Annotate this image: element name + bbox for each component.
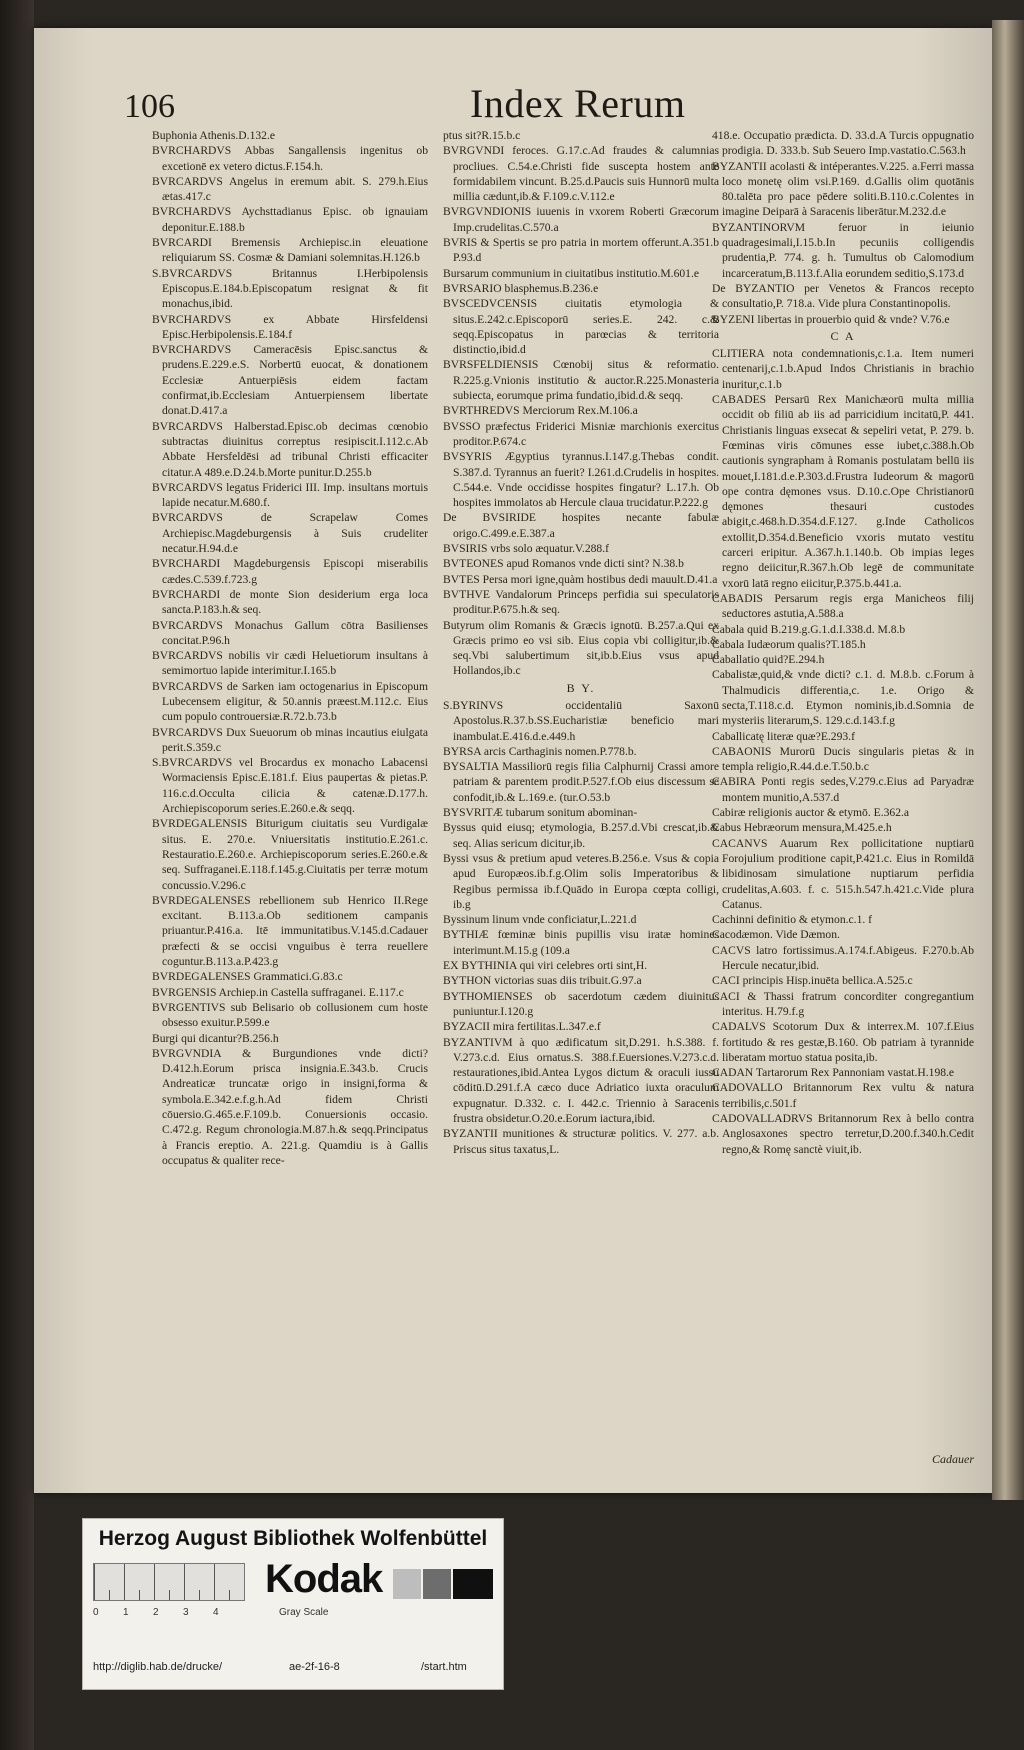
- ruler-numbers: [93, 1607, 253, 1621]
- index-entry: CLITIERA nota condemnationis,c.1.a. Item numeri centenarij,c.1.b.Apud Indos Christianis in brachio inuritur,c.1.b: [712, 347, 974, 391]
- index-entry: Byssus quid eiusq; etymologia, B.257.d.Vbi crescat,ib.& seq. Alias sericum dicitur,ib.: [443, 821, 719, 850]
- index-entry: CADOVALLADRVS Britannorum Rex à bello contra Anglosaxones spectro terretur,D.200.f.340.h.Cedit regno,& Romę sanctè viuit,ib.: [712, 1112, 974, 1156]
- ruler-number: 3: [183, 1607, 189, 1618]
- index-entry: CABIRA Ponti regis sedes,V.279.c.Eius ad Paryadræ montem munitio,A.537.d: [712, 775, 974, 804]
- index-entry: Cabus Hebræorum mensura,M.425.e.h: [712, 821, 892, 835]
- index-entry: Cabala quid B.219.g.G.1.d.I.338.d. M.8.b: [712, 622, 906, 636]
- index-entry: BVRGVNDI feroces. G.17.c.Ad fraudes & calumnias procliues. C.54.e.Christi fide suscepta hostem ante formidabilem vincunt. B.25.d.Paucis suis Hunnorū multa millia cædunt,ib.& F.109.c.V.112.e: [443, 144, 719, 204]
- index-entry: BYTHIÆ fœminæ binis pupillis visu iratæ homines interimunt.M.15.g (109.a: [443, 928, 719, 957]
- index-entry: BVRGENTIVS sub Belisario ob collusionem cum hoste obsesso exuitur.P.599.e: [152, 1000, 428, 1030]
- index-entry: Byssi vsus & pretium apud veteres.B.256.e. Vsus & copia apud Europæos.ib.f.g.Olim solis Imperatoribus & Regibus permissa ib.f.Quādo in Europa cœpta colligi, ib.g: [443, 851, 719, 911]
- index-entry: BYZACII mira fertilitas.L.347.e.f: [443, 1020, 601, 1034]
- index-entry: BVRGVNDIA & Burgundiones vnde dicti? D.412.h.Eorum prisca insignia.E.343.b. Crucis Andreaticæ truncatæ origo in insigni,forma & symbola.E.342.e.f.g.h.Ad fidem Christi cōuersio.G.465.e.F.109.b. Conuersionis occasio. C.472.g. Regum chronologia.M.87.h.& seqq.Principatus à Francis ereptio. A. 221.g. Quamdiu is à Gallis occupatus & qualiter rece-: [152, 1046, 428, 1167]
- index-entry: CACI & Thassi fratrum concorditer congregantium interitus. H.79.f.g: [712, 989, 974, 1018]
- index-entry: CABAONIS Murorū Ducis singularis pietas & in templa religio,R.44.d.e.T.50.b.c: [712, 744, 974, 774]
- gray-scale-patch: [453, 1569, 493, 1599]
- library-url: http://diglib.hab.de/drucke/: [93, 1661, 223, 1673]
- index-entry: Cabalistæ,quid,& vnde dicti? c.1. d. M.8.b. c.Forum à Thalmudicis differentia,c. 1.e. Origo & secta,T.118.c.d. Etymon nominis,ib.d.Somnia de mysteriis literarum,S. 129.c.d.143.f.g: [712, 668, 974, 728]
- index-entry: Bursarum communium in ciuitatibus institutio.M.601.e: [443, 266, 700, 280]
- index-entry: Cabiræ religionis auctor & etymō. E.362.a: [712, 806, 910, 820]
- index-entry: BVSSO præfectus Friderici Misniæ marchionis exercitus proditor.P.674.c: [443, 419, 719, 448]
- index-entry: BVTES Persa mori igne,quàm hostibus dedi mauult.D.41.a: [443, 572, 718, 586]
- index-entry: BVRCARDVS Halberstad.Episc.ob decimas cœnobio subtractas diuinitus correptus resipiscit.I.112.c.Ab Abbate Hersfeldēsi ad tribunal Christi efficaciter citatur.A 489.e.D.24.b.Morte punitur.D.255.b: [152, 419, 428, 479]
- index-entry: CACANVS Auarum Rex pollicitatione nuptiarū Forojulium proditione capit,P.421.c. Eius in Romildā libidinosam simulatione nuptiarum perfidia crudelitas,A.603. f. c. 515.h.547.h.421.c.Vide plura Catanus.: [712, 836, 974, 911]
- index-entry: Caballatio quid?E.294.h: [712, 653, 825, 667]
- index-entry: De BYZANTIO per Venetos & Francos recepto consultatio,P. 718.a. Vide plura Constantinopolis.: [712, 281, 974, 311]
- library-name: Herzog August Bibliothek Wolfenbüttel: [98, 1527, 488, 1550]
- index-entry: BVTEONES apud Romanos vnde dicti sint? N.38.b: [443, 557, 684, 571]
- index-entry: CADOVALLO Britannorum Rex vultu & natura terribilis,c.501.f: [712, 1081, 974, 1110]
- index-entry: Cacodæmon. Vide Dæmon.: [712, 928, 840, 942]
- index-entry: BVRCARDVS de Sarken iam octogenarius in Episcopum Lubecensem eligitur, & 50.annis præest.M.112.c. Eius cum populo controuersiæ.R.72.b.73.b: [152, 679, 428, 724]
- page-edge-right: [992, 20, 1024, 1500]
- ruler-number: 2: [153, 1607, 159, 1618]
- index-entry: BVSCEDVCENSIS ciuitatis etymologia & situs.E.242.c.Episcoporū series.E. 242. c.& seqq.Episcopatus in parœcias & territoria distinctio,ibid.d: [443, 297, 719, 357]
- ruler-number: 4: [213, 1607, 219, 1618]
- scan-border-left: [0, 0, 34, 1750]
- index-entry: S.BYRINVS occidentaliū Saxonū Apostolus.R.37.b.SS.Eucharistiæ beneficio mari inambulat.E.416.d.e.449.h: [443, 698, 719, 743]
- index-entry: BVRCARDVS nobilis vir cædi Heluetiorum insultans à semimortuo lapide interimitur.I.165.b: [152, 649, 428, 678]
- index-entry: BVRCHARDI Magdeburgensis Episcopi miserabilis cædes.C.539.f.723.g: [152, 557, 428, 586]
- index-entry: ptus sit?R.15.b.c: [443, 129, 521, 142]
- index-entry: BYZANTINORVM feruor in ieiunio quadragesimali,I.15.b.In pecuniis colligendis prudentia,P. 774. g. h. Tumultus ob Calomodium incarceratum,B.113.f.Alia eorundem seditio,S.173.d: [712, 220, 974, 280]
- index-entry: S.BVRCARDVS Britannus I.Herbipolensis Episcopus.E.184.b.Episcopatum resignat & fit monachus,ibid.: [152, 266, 428, 311]
- index-entry: BVRCHARDVS Cameracēsis Episc.sanctus & prudens.E.229.e.S. Norbertū euocat, & donationem Ecclesiæ Antuerpiēsis eidem factam confirmat,ib.Ecclesiam Antuerpiensem libertate donat.D.417.a: [152, 343, 428, 418]
- index-column-left: [152, 128, 428, 1438]
- index-entry: BVTHVE Vandalorum Princeps perfidia sui speculatoris proditur.P.675.h.& seq.: [443, 587, 719, 617]
- page-number: 106: [124, 88, 175, 125]
- index-entry: BVRCARDVS legatus Friderici III. Imp. insultans mortuis lapide necatur.M.680.f.: [152, 480, 428, 510]
- index-entry: BVRCHARDVS Aychsttadianus Episc. ob ignauiam deponitur.E.188.b: [152, 205, 428, 234]
- index-entry: Byssinum linum vnde conficiatur,L.221.d: [443, 913, 637, 927]
- index-entry: BVRSARIO blasphemus.B.236.e: [443, 281, 599, 295]
- index-entry: BVRCARDVS de Scrapelaw Comes Archiepisc.Magdeburgensis à Suis crudeliter necatur.H.94.d.e: [152, 511, 428, 556]
- index-entry: BVRCHARDI de monte Sion desiderium erga loca sancta.P.183.h.& seq.: [152, 587, 428, 617]
- index-entry: BYSVRITÆ tubarum sonitum abominan-: [443, 806, 638, 820]
- index-entry: BYZANTII munitiones & structuræ politics. V. 277. a.b. Priscus situs taxatus,L.: [443, 1127, 719, 1156]
- kodak-logo: Kodak: [265, 1557, 383, 1601]
- index-entry: Butyrum olim Romanis & Græcis ignotū. B.257.a.Qui ex Græcis primo eo vsi sib. Eius copia vbi colligitur,ib.& seq.Vbi salubertimum sit,ib.b.Eius vsus apud Hollandos,ib.c: [443, 618, 719, 678]
- index-entry: CADALVS Scotorum Dux & interrex.M. 107.f.Eius fortitudo & res gestæ,B.160. Ob patriam à tyrannide liberatam mortuo statua posita,ib.: [712, 1020, 974, 1064]
- index-entry: BVRGENSIS Archiep.in Castella suffraganei. E.117.c: [152, 985, 404, 999]
- index-entry: 418.e. Occupatio prædicta. D. 33.d.A Turcis oppugnatio prodigia. D. 333.b. Sub Seuero Imp.vastatio.C.563.h: [712, 129, 974, 158]
- gray-scale-patch: [393, 1569, 421, 1599]
- running-title: Index Rerum: [470, 81, 686, 126]
- index-entry: BYZANTII acolasti & intéperantes.V.225. a.Ferri massa loco monetę olim vsi.P.169. d.Gallis olim quotānis 80.talēta pro pace pēdere soliti.B.110.c.Colentes in imagine Deiparā à Saracenis liberātur.M.232.d.e: [712, 159, 974, 219]
- index-entry: BVSYRIS Ægyptius tyrannus.I.147.g.Thebas condit. S.387.d. Tyrannus an fuerit? I.261.d.Crudelis in hospites. C.544.e. Vnde occidisse hospites fingatur? L.17.h. Ob hospites immolatos ab Hercule claua trucidatur.P.222.g: [443, 450, 719, 510]
- index-entry: BVRIS & Spertis se pro patria in mortem offerunt.A.351.b P.93.d: [443, 236, 719, 265]
- index-entry: BVRDEGALENSES Grammatici.G.83.c: [152, 970, 343, 984]
- index-column-middle: [443, 128, 719, 1438]
- measurement-ruler: [93, 1563, 245, 1601]
- ruler-number: 0: [93, 1607, 99, 1618]
- index-entry: CADAN Tartarorum Rex Pannoniam vastat.H.198.e: [712, 1066, 955, 1080]
- index-entry: De BVSIRIDE hospites necante fabulæ origo.C.499.e.E.387.a: [443, 511, 719, 540]
- index-entry: BVRDEGALENSES rebellionem sub Henrico II.Rege excitant. B.113.a.Ob seditionem campanis priuantur.P.416.a. Itē immunitatibus.V.145.d.Cadauer præfecti & se occisi vnguibus è terra reuellere coguntur.B.113.a.P.423.g: [152, 893, 428, 969]
- index-entry: Cabala Iudæorum qualis?T.185.h: [712, 637, 866, 651]
- gray-scale-patch: [423, 1569, 451, 1599]
- index-entry: BVRCARDI Bremensis Archiepisc.in eleuatione reliquiarum SS. Cosmæ & Damiani solemnitas.H.126.b: [152, 236, 428, 265]
- index-entry: Cachinni definitio & etymon.c.1. f: [712, 913, 873, 927]
- shelf-signature: ae-2f-16-8: [289, 1661, 340, 1673]
- index-entry: CABADES Persarū Rex Manichæorū multa millia occidit ob filiū ab iis ad parricidium incitatū,P. 441. Christianis linguas exsecat & sepeliri vetat, P. 279. b. Fœminas viris cōmunes esse iubet,c.388.h.Ob cautionis syngrapham à Romanis postulatam bellū iis mouet,I.181.d.e.P.303.d.Frustra Iudeorum & magorū ope contra dęmones vsus. D.10.c.Ope Christianorū dęmones thesauri custodes abigit,c.468.h.D.354.d.F.127. g.Inde Catholicos extollit,D.354.d.Beneficio vxoris mutato vestitu carceri eripitur. A.367.h.1.140.b. Ob impias leges regno deiicitur,R.367.h.Ob legē de communitate vxorū latā regno eiicitur,P.375.b.441.a.: [712, 393, 974, 590]
- index-entry: BVRCARDVS Dux Sueuorum ob minas incautius eiulgata perit.S.359.c: [152, 725, 428, 754]
- index-entry: CACVS latro fortissimus.A.174.f.Abigeus. F.270.b.Ab Hercule necatur,ibid.: [712, 943, 974, 973]
- index-entry: BVRTHREDVS Merciorum Rex.M.106.a: [443, 404, 638, 418]
- index-entry: EX BYTHINIA qui viri celebres orti sint,H.: [443, 959, 648, 973]
- index-entry: BYTHOMIENSES ob sacerdotum cædem diuinitus puniuntur.I.120.g: [443, 989, 719, 1018]
- index-entry: BVRSFELDIENSIS Cœnobij situs & reformatio. R.225.g.Vnionis institutio & auctor.R.225.Monasteria subiecta, eorumque prima fundatio,ibid.d.& seqq.: [443, 358, 719, 403]
- index-column-right: [712, 128, 974, 1438]
- index-entry: BVRGVNDIONIS iuuenis in vxorem Roberti Græcorum Imp.crudelitas.C.570.a: [443, 205, 719, 234]
- index-entry: BYZANTIVM à quo ædificatum sit,D.291. h.S.388. f. V.273.c.d. Eius ornatus.S. 388.f.Euersiones.V.273.c.d. restaurationes,ibid.Antea Lygos dictum & oraculi iussu cōditū.D.291.f.A cæco duce Adriatico iuxta oraculum expugnatur. D.332. c. I. 442.c. Triennio à Saracenis frustra obsidetur.O.20.e.Eorum iactura,ibid.: [443, 1035, 719, 1125]
- ruler-number: 1: [123, 1607, 129, 1618]
- index-entry: S.BVRCARDVS vel Brocardus ex monacho Labacensi Wormaciensis Episc.E.181.f. Eius paupertas & pietas.P. 116.c.d.Occulta cilicia & catenæ.D.177.h. Archiepiscoporum series.E.260.e.& seqq.: [152, 756, 428, 816]
- index-entry: BVRCHARDVS Abbas Sangallensis ingenitus ob excetionē ex vetero dictus.F.154.h.: [152, 144, 428, 173]
- gray-scale-label: Gray Scale: [279, 1607, 329, 1618]
- index-entry: BYZENI libertas in prouerbio quid & vnde? V.76.e: [712, 312, 950, 326]
- index-entry: Caballicatę literæ quæ?E.293.f: [712, 729, 855, 743]
- index-entry: BYTHON victorias suas diis tribuit.G.97.a: [443, 974, 642, 988]
- index-entry: BVRCARDVS Monachus Gallum cōtra Basilienses concitat.P.96.h: [152, 618, 428, 647]
- index-entry: BYRSA arcis Carthaginis nomen.P.778.b.: [443, 744, 637, 758]
- catchword: Cadauer: [932, 1452, 974, 1466]
- index-entry: CABADIS Persarum regis erga Manicheos filij seductores astutia,A.588.a: [712, 591, 974, 621]
- index-entry: BVRCARDVS Angelus in eremum abit. S. 279.h.Eius ætas.417.c: [152, 174, 428, 204]
- section-letter-heading: C A: [830, 328, 856, 343]
- index-entry: BVRDEGALENSIS Biturigum ciuitatis seu Vurdigalæ situs. E. 270.e. Vniuersitatis institutio.E.261.c. Restauratio.E.260.e. Archiepiscoporum series.E.260.e.& seq. Suffraganei.E.118.f.145.g.Ciuitatis per terræ motum concussio.V.296.c: [152, 817, 428, 892]
- section-letter-heading: B Y.: [566, 680, 596, 695]
- library-stamp: [82, 1518, 504, 1690]
- index-entry: Buphonia Athenis.D.132.e: [152, 129, 276, 142]
- index-entry: Burgi qui dicantur?B.256.h: [152, 1031, 279, 1045]
- index-entry: BVRCHARDVS ex Abbate Hirsfeldensi Episc.Herbipolensis.E.184.f: [152, 312, 428, 341]
- start-path: /start.htm: [421, 1661, 467, 1673]
- index-entry: BYSALTIA Massiliorū regis filia Calphurnij Crassi amore patriam & parentem prodit.P.527.f.Ob eius discessum se confodit,ib.& L.169.e. (tur.O.53.b: [443, 760, 719, 804]
- index-entry: CACI principis Hisp.inuēta bellica.A.525.c: [712, 974, 913, 988]
- index-entry: BVSIRIS vrbs solo æquatur.V.288.f: [443, 542, 609, 556]
